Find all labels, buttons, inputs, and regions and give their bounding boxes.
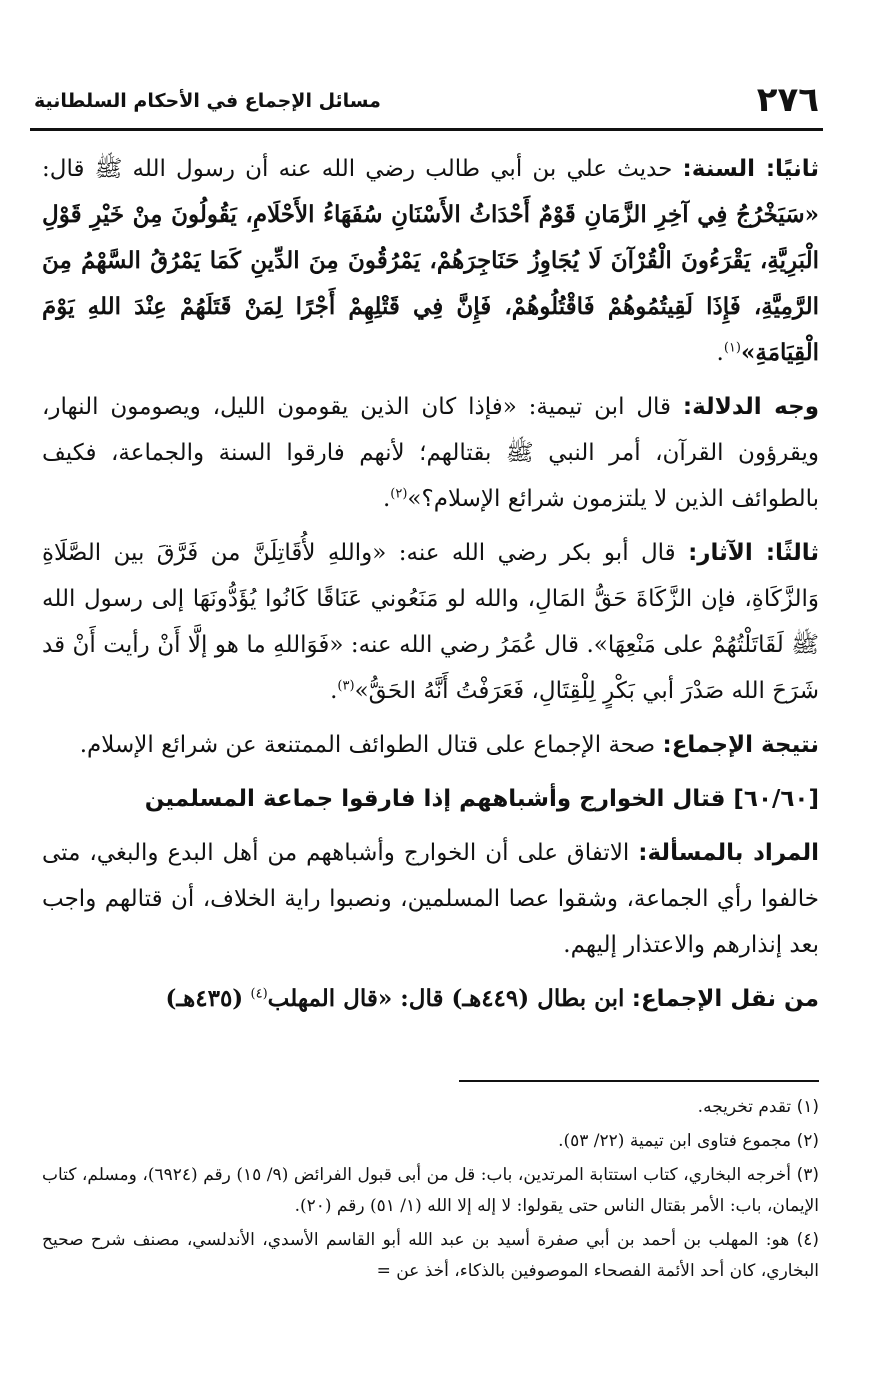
footnote-number: (٣) [796,1165,819,1185]
footnote-ref: (٢) [390,486,408,502]
paragraph-end: . [382,486,391,512]
paragraph-text: قال ابن تيمية: «فإذا كان الذين يقومون الليل، ويصومون النهار، ويقرؤون القرآن، أمر النبي ﷺ بقتالهم؛ لأنهم فارقوا السنة والجماعة، فكيف بالطوائف الذين لا يلتزمون شرائع الإسلام؟» [42,394,819,512]
page-number: ٢٧٦ [756,80,819,120]
page-header [30,72,823,131]
transmission-paragraph [42,976,819,1022]
footnote-number: (١) [796,1097,819,1117]
issue-heading: [٦٠/٦٠] قتال الخوارج وأشباههم إذا فارقوا جماعة المسلمين [144,786,819,812]
meaning-paragraph [42,830,819,968]
evidence-paragraph [42,384,819,522]
result-paragraph [42,722,819,768]
section-label: نتيجة الإجماع: [662,732,819,758]
section-label: من نقل الإجماع: [631,986,819,1012]
paragraph-text: الاتفاق على أن الخوارج وأشباههم من أهل البدع والبغي، متى خالفوا رأي الجماعة، وشقوا عصا المسلمين، ونصبوا راية الخلاف، أن قتالهم واجب بعد إنذارهم والاعتذار إليهم. [42,840,819,958]
footnote-text: أخرجه البخاري، كتاب استتابة المرتدين، باب: قل من أبى قبول الفرائض (٩/ ١٥) رقم (٦٩٢٤)، ومسلم، كتاب الإيمان، باب: الأمر بقتال الناس حتى يقولوا: لا إله إلا الله (١/ ٥١) رقم (٢٠). [42,1165,819,1216]
paragraph-text: صحة الإجماع على قتال الطوائف الممتنعة عن شرائع الإسلام. [79,732,656,758]
main-text [42,146,819,1030]
section-label: ثالثًا: الآثار: [688,540,819,566]
paragraph-end: (٤٣٥هـ) [165,985,244,1012]
paragraph-end: . [716,340,724,366]
paragraph-text: حديث علي بن أبي طالب رضي الله عنه أن رسول الله ﷺ قال: [42,156,673,182]
footnote [42,1160,819,1222]
footnote [42,1126,819,1157]
footnote-ref: (٣) [337,678,355,694]
footnotes [42,1092,819,1290]
footnote-divider [459,1080,819,1082]
athar-paragraph [42,530,819,714]
footnote-text: تقدم تخريجه. [697,1097,792,1117]
section-label: المراد بالمسألة: [638,840,820,866]
footnote [42,1225,819,1287]
hadith-quote: «سَيَخْرُجُ فِي آخِرِ الزَّمَانِ قَوْمٌ أَحْدَاثُ الأَسْنَانِ سُفَهَاءُ الأَحْلَامِ، يَقُولُونَ مِنْ خَيْرِ قَوْلِ الْبَرِيَّةِ، يَقْرَءُونَ الْقُرْآنَ لَا يُجَاوِزُ حَنَاجِرَهُمْ، يَمْرُقُونَ مِنَ الدِّينِ كَمَا يَمْرُقُ السَّهْمُ مِنَ الرَّمِيَّةِ، فَإِذَا لَقِيتُمُوهُمْ فَاقْتُلُوهُمْ، فَإِنَّ فِي قَتْلِهِمْ أَجْرًا لِمَنْ قَتَلَهُمْ عِنْدَ اللهِ يَوْمَ الْقِيَامَةِ» [42,201,819,366]
section-label: ثانيًا: السنة: [682,156,819,182]
footnote-text: مجموع فتاوى ابن تيمية (٢٢/ ٥٣). [558,1131,792,1151]
footnote-ref: (١) [723,340,741,356]
paragraph-text: ابن بطال (٤٤٩هـ) قال: «قال المهلب [267,985,625,1012]
sunnah-paragraph [42,146,819,376]
footnote-number: (٤) [796,1230,820,1250]
footnote-ref: (٤) [250,986,268,1002]
section-label: وجه الدلالة: [682,394,819,420]
paragraph-text: قال أبو بكر رضي الله عنه: «واللهِ لأُقَاتِلَنَّ من فَرَّقَ بين الصَّلَاةِ وَالزَّكَاةِ، فإن الزَّكَاةَ حَقُّ المَالِ، والله لو مَنَعُوني عَنَاقًا كَانُوا يُؤَدُّونَهَا إلى رسول الله ﷺ لَقَاتَلْتُهُمْ على مَنْعِهَا». قال عُمَرُ رضي الله عنه: «فَوَاللهِ ما هو إلَّا أَنْ رأيت أَنْ قد شَرَحَ الله صَدْرَ أبي بَكْرٍ لِلْقِتَالِ، فَعَرَفْتُ أَنَّهُ الحَقُّ» [42,540,819,704]
footnote [42,1092,819,1123]
footnote-text: هو: المهلب بن أحمد بن أبي صفرة أسيد بن عبد الله أبو القاسم الأسدي، الأندلسي، مصنف شرح صحيح البخاري، كان أحد الأئمة الفصحاء الموصوفين بالذكاء، أخذ عن = [42,1230,819,1281]
paragraph-end: . [330,678,338,704]
footnote-number: (٢) [796,1131,819,1151]
running-title: مسائل الإجماع في الأحكام السلطانية [34,90,381,112]
